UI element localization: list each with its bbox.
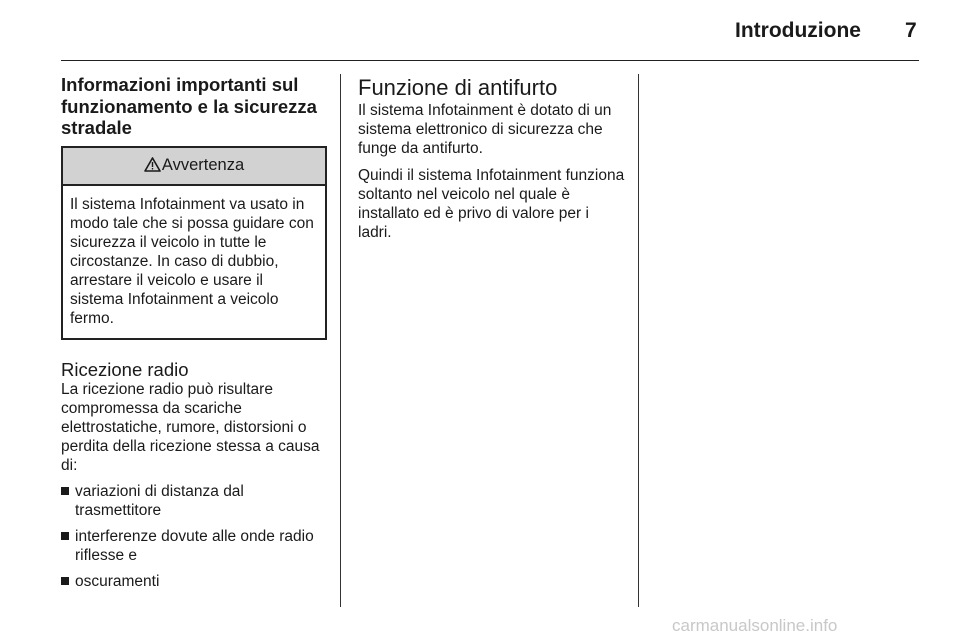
antitheft-paragraph: Il sistema Infotainment è dotato di un sistema elettronico di sicurezza che funge da antifurto.	[358, 102, 612, 157]
warning-text: Il sistema Infotainment va usato in modo tale che si possa guidare con sicurezza il veicolo in tutte le circostanze. In caso di dubbio, arrestare il veicolo e usare il sistema Infotainment a veicolo fermo.	[70, 195, 314, 327]
warning-title: Avvertenza	[161, 156, 245, 174]
warning-header	[63, 148, 325, 186]
safety-subheading: Informazioni importanti sul funzionamento e la sicurezza stradale	[61, 74, 317, 138]
radio-heading: Ricezione radio	[61, 358, 189, 380]
left-column	[61, 74, 327, 598]
list-item: interferenze dovute alle onde radio riflesse e	[61, 527, 327, 565]
column-divider-left	[340, 74, 341, 607]
radio-bullet-list	[61, 482, 327, 591]
header-divider	[61, 60, 919, 61]
antitheft-heading: Funzione di antifurto	[358, 75, 558, 100]
column-divider-right	[638, 74, 639, 607]
middle-column	[358, 74, 626, 242]
page-number: 7	[905, 19, 917, 42]
list-item: variazioni di distanza dal trasmettitore	[61, 482, 327, 520]
watermark: carmanualsonline.info	[672, 616, 838, 635]
page-header-title: Introduzione	[735, 19, 861, 42]
list-item: oscuramenti	[61, 572, 327, 591]
radio-section	[61, 360, 327, 591]
radio-intro: La ricezione radio può risultare compromessa da scariche elettrostatiche, rumore, distorsioni o perdita della ricezione stessa a causa di:	[61, 380, 320, 474]
warning-box	[61, 146, 327, 340]
warning-triangle-icon	[144, 157, 161, 172]
antitheft-paragraph: Quindi il sistema Infotainment funziona soltanto nel veicolo nel quale è installato ed è privo di valore per i ladri.	[358, 167, 625, 241]
